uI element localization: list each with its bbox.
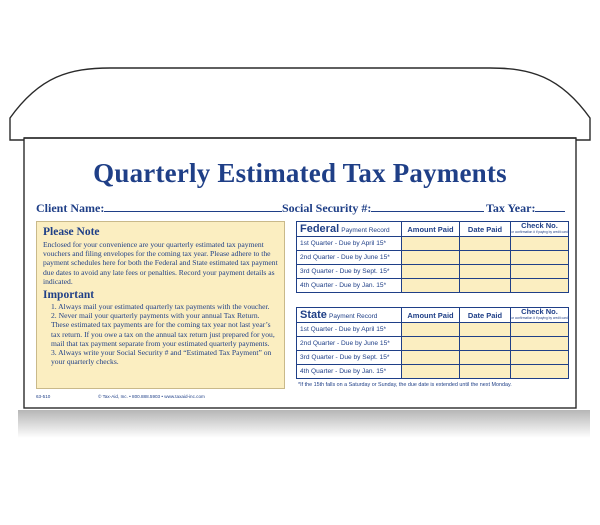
table-row xyxy=(297,351,569,365)
please-note-heading: Please Note xyxy=(43,226,100,238)
due-date-footnote: *If the 15th falls on a Saturday or Sunday, the due date is extended until the next Monday. xyxy=(298,382,512,388)
federal-q1-amount-cell[interactable] xyxy=(402,237,460,251)
state-table-title: State Payment Record xyxy=(297,308,402,323)
federal-q4-check-cell[interactable] xyxy=(511,279,569,293)
state-amount-paid-header: Amount Paid xyxy=(402,308,460,323)
federal-q4-label: 4th Quarter - Due by Jan. 15* xyxy=(297,279,402,293)
federal-check-no-header: Check No. or confirmation # if paying by credit card xyxy=(511,222,569,237)
envelope-flap xyxy=(10,68,590,140)
important-item: 2. Never mail your quarterly payments with your annual Tax Return. These estimated tax payments are for the coming tax year not last year’s tax return. If you owe a tax on the annual tax return just prepared for you, mail that tax payment separate from your estimated quarterly payments. xyxy=(51,311,275,348)
state-q1-amount-cell[interactable] xyxy=(402,323,460,337)
important-list xyxy=(43,302,278,366)
state-q2-date-cell[interactable] xyxy=(460,337,511,351)
instructions-box xyxy=(36,221,285,389)
state-q4-label: 4th Quarter - Due by Jan. 15* xyxy=(297,365,402,379)
important-item: 3. Always write your Social Security # and “Estimated Tax Payment” on your quarterly checks. xyxy=(51,348,272,367)
state-check-no-header: Check No. or confirmation # if paying by credit card xyxy=(511,308,569,323)
federal-amount-paid-header: Amount Paid xyxy=(402,222,460,237)
federal-q4-amount-cell[interactable] xyxy=(402,279,460,293)
federal-q3-check-cell[interactable] xyxy=(511,265,569,279)
state-q4-date-cell[interactable] xyxy=(460,365,511,379)
federal-q1-label: 1st Quarter - Due by April 15* xyxy=(297,237,402,251)
federal-q2-check-cell[interactable] xyxy=(511,251,569,265)
tax-year-field[interactable] xyxy=(486,200,565,216)
social-security-label: Social Security #: xyxy=(282,201,372,215)
federal-q2-amount-cell[interactable] xyxy=(402,251,460,265)
federal-header-row xyxy=(297,222,569,237)
social-security-line[interactable] xyxy=(371,200,484,212)
table-row xyxy=(297,279,569,293)
state-q3-label: 3rd Quarter - Due by Sept. 15* xyxy=(297,351,402,365)
tax-year-label: Tax Year: xyxy=(486,201,536,215)
federal-q3-date-cell[interactable] xyxy=(460,265,511,279)
table-row xyxy=(297,323,569,337)
state-q3-amount-cell[interactable] xyxy=(402,351,460,365)
federal-q4-date-cell[interactable] xyxy=(460,279,511,293)
federal-q2-label: 2nd Quarter - Due by June 15* xyxy=(297,251,402,265)
publisher-info: © Tax-Aid, Inc. • 800.888.5903 • www.taxaid-inc.com xyxy=(98,394,205,399)
state-q1-check-cell[interactable] xyxy=(511,323,569,337)
client-name-field[interactable] xyxy=(36,200,282,216)
table-row xyxy=(297,251,569,265)
federal-q2-date-cell[interactable] xyxy=(460,251,511,265)
client-name-line[interactable] xyxy=(104,200,282,212)
federal-q3-label: 3rd Quarter - Due by Sept. 15* xyxy=(297,265,402,279)
state-q2-check-cell[interactable] xyxy=(511,337,569,351)
state-q1-date-cell[interactable] xyxy=(460,323,511,337)
social-security-field[interactable] xyxy=(282,200,484,216)
federal-date-paid-header: Date Paid xyxy=(460,222,511,237)
tax-year-line[interactable] xyxy=(535,200,565,212)
state-q2-amount-cell[interactable] xyxy=(402,337,460,351)
state-q2-label: 2nd Quarter - Due by June 15* xyxy=(297,337,402,351)
state-q1-label: 1st Quarter - Due by April 15* xyxy=(297,323,402,337)
page-title: Quarterly Estimated Tax Payments xyxy=(93,158,507,188)
state-payment-table xyxy=(296,307,569,379)
table-row xyxy=(297,237,569,251)
important-heading: Important xyxy=(43,289,95,302)
table-row xyxy=(297,337,569,351)
client-info-row xyxy=(36,200,568,218)
state-q3-check-cell[interactable] xyxy=(511,351,569,365)
table-row xyxy=(297,265,569,279)
form-code: 63-510 xyxy=(36,394,51,399)
federal-payment-table xyxy=(296,221,569,293)
state-date-paid-header: Date Paid xyxy=(460,308,511,323)
state-q4-amount-cell[interactable] xyxy=(402,365,460,379)
please-note-body: Enclosed for your convenience are your quarterly estimated tax payment vouchers and filing envelopes for the coming tax year. Please adhere to the payment schedules here for both the Federal and State estimated tax payment due dates to avoid any late fees or penalties. Record your payment details as indicated. xyxy=(43,240,278,286)
federal-q1-check-cell[interactable] xyxy=(511,237,569,251)
state-header-row xyxy=(297,308,569,323)
federal-q1-date-cell[interactable] xyxy=(460,237,511,251)
federal-q3-amount-cell[interactable] xyxy=(402,265,460,279)
important-item: 1. Always mail your estimated quarterly tax payments with the voucher. xyxy=(51,302,270,312)
federal-table-title: Federal Payment Record xyxy=(297,222,402,237)
table-row xyxy=(297,365,569,379)
state-q4-check-cell[interactable] xyxy=(511,365,569,379)
client-name-label: Client Name: xyxy=(36,201,105,215)
envelope-shadow xyxy=(18,410,590,438)
state-q3-date-cell[interactable] xyxy=(460,351,511,365)
